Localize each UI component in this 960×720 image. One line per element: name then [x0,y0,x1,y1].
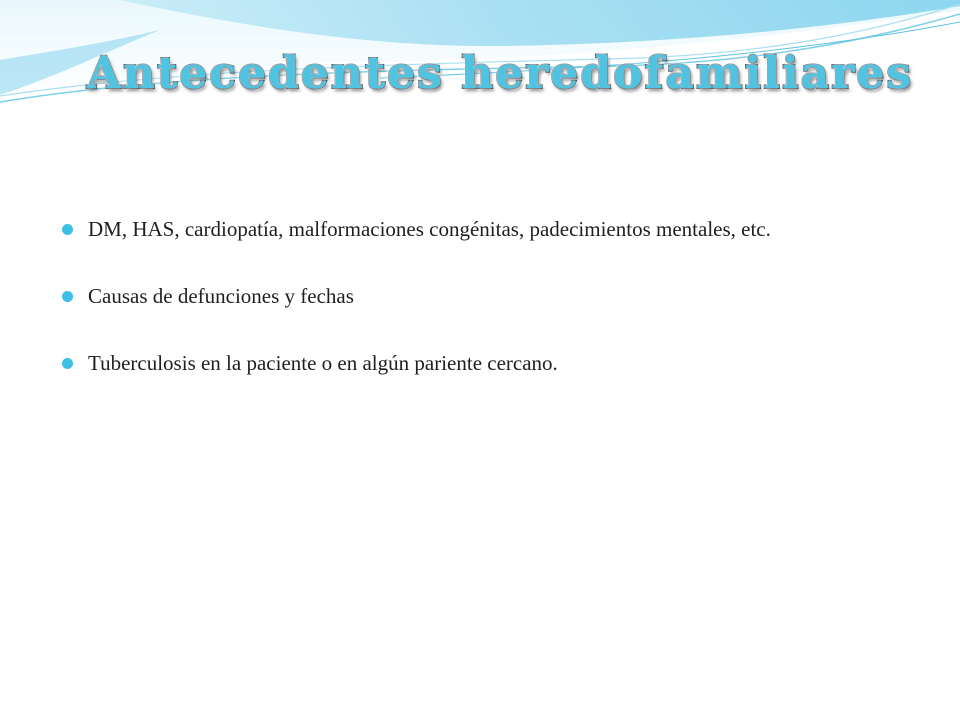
bullet-icon [62,358,73,369]
slide-title: Antecedentes heredofamiliares [86,48,914,99]
list-item [60,330,880,397]
list-item-text: Tuberculosis en la paciente o en algún pariente cercano. [88,351,558,375]
bullet-icon [62,224,73,235]
list-item [60,196,880,263]
bullet-list [60,196,880,397]
list-item [60,263,880,330]
list-item-text: Causas de defunciones y fechas [88,284,354,308]
list-item-text: DM, HAS, cardiopatía, malformaciones congénitas, padecimientos mentales, etc. [88,217,771,241]
bullet-icon [62,291,73,302]
